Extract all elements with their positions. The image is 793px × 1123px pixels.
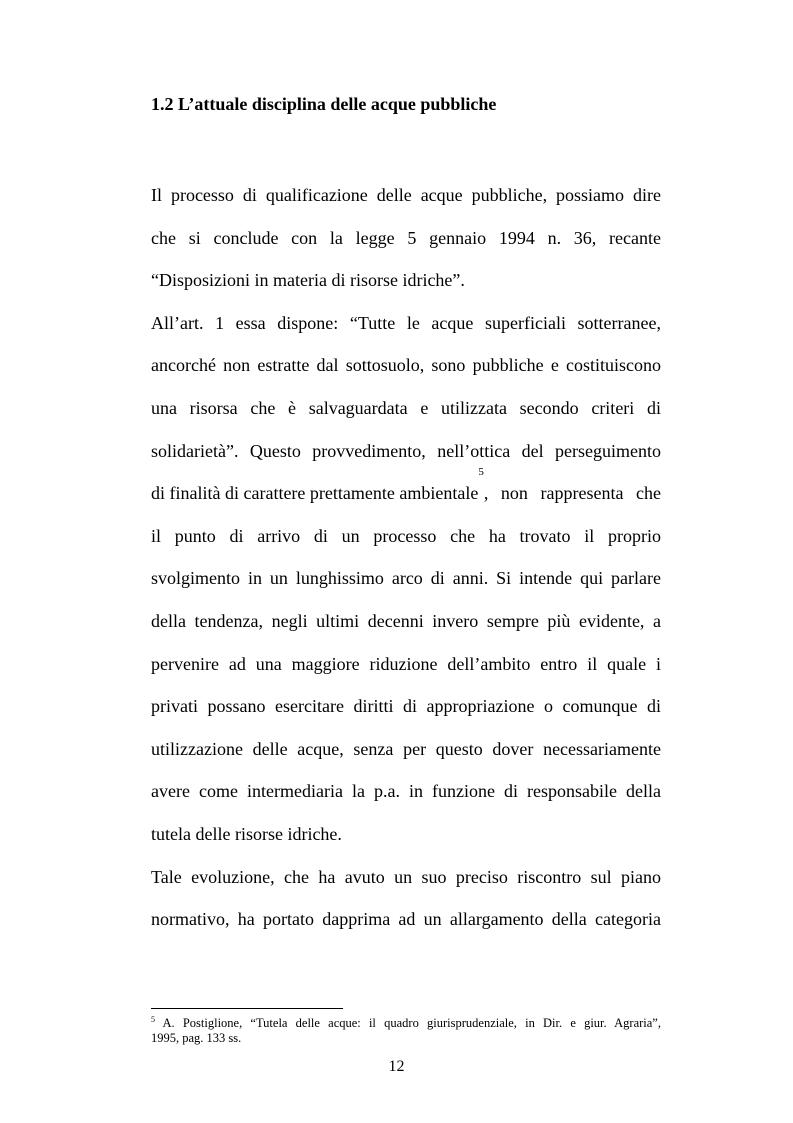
text-line: “Disposizioni in materia di risorse idriche”. <box>151 270 465 291</box>
text-line: tutela delle risorse idriche. <box>151 823 342 844</box>
footnote-separator <box>151 1008 343 1009</box>
footnote-marker: 5 <box>151 1015 155 1024</box>
text-line: ancorché non estratte dal sottosuolo, sono pubbliche e costituiscono <box>151 355 661 376</box>
text-line: Tale evoluzione, che ha avuto un suo preciso riscontro sul piano <box>151 866 661 887</box>
text-line: della tendenza, negli ultimi decenni invero sempre più evidente, a <box>151 610 661 631</box>
text-segment: , non rappresenta che <box>483 483 661 504</box>
text-line: normativo, ha portato dapprima ad un allargamento della categoria <box>151 909 661 930</box>
text-line: Il processo di qualificazione delle acque pubbliche, possiamo dire <box>151 185 661 205</box>
text-line: privati possano esercitare diritti di appropriazione o comunque di <box>151 696 661 717</box>
text-line: avere come intermediaria la p.a. in funzione di responsabile della <box>151 781 661 802</box>
footnote <box>151 1016 661 1046</box>
footnote-reference: 5 <box>478 466 484 479</box>
text-line: solidarietà”. Questo provvedimento, nell’ottica del perseguimento <box>151 440 661 461</box>
text-line: che si conclude con la legge 5 gennaio 1994 n. 36, recante <box>151 227 661 248</box>
page-number: 12 <box>388 1058 405 1075</box>
footnote-line <box>151 1016 661 1031</box>
text-line: il punto di arrivo di un processo che ha trovato il proprio <box>151 525 661 546</box>
footnote-text: A. Postiglione, “Tutela delle acque: il quadro giurisprudenziale, in Dir. e giur. Agraria”, <box>155 1016 661 1030</box>
text-segment: di finalità di carattere prettamente ambientale <box>151 483 479 504</box>
section-heading: 1.2 L’attuale disciplina delle acque pubbliche <box>151 94 497 114</box>
footnote-line: 1995, pag. 133 ss. <box>151 1031 242 1045</box>
text-line: All’art. 1 essa dispone: “Tutte le acque superficiali sotterranee, <box>151 312 661 333</box>
text-line-with-footnote-ref <box>151 466 661 515</box>
body-text <box>151 174 661 941</box>
text-line: una risorsa che è salvaguardata e utilizzata secondo criteri di <box>151 397 661 418</box>
text-line: pervenire ad una maggiore riduzione dell’ambito entro il quale i <box>151 653 661 674</box>
text-line: utilizzazione delle acque, senza per questo dover necessariamente <box>151 738 661 759</box>
text-line: svolgimento in un lunghissimo arco di anni. Si intende qui parlare <box>151 568 661 589</box>
